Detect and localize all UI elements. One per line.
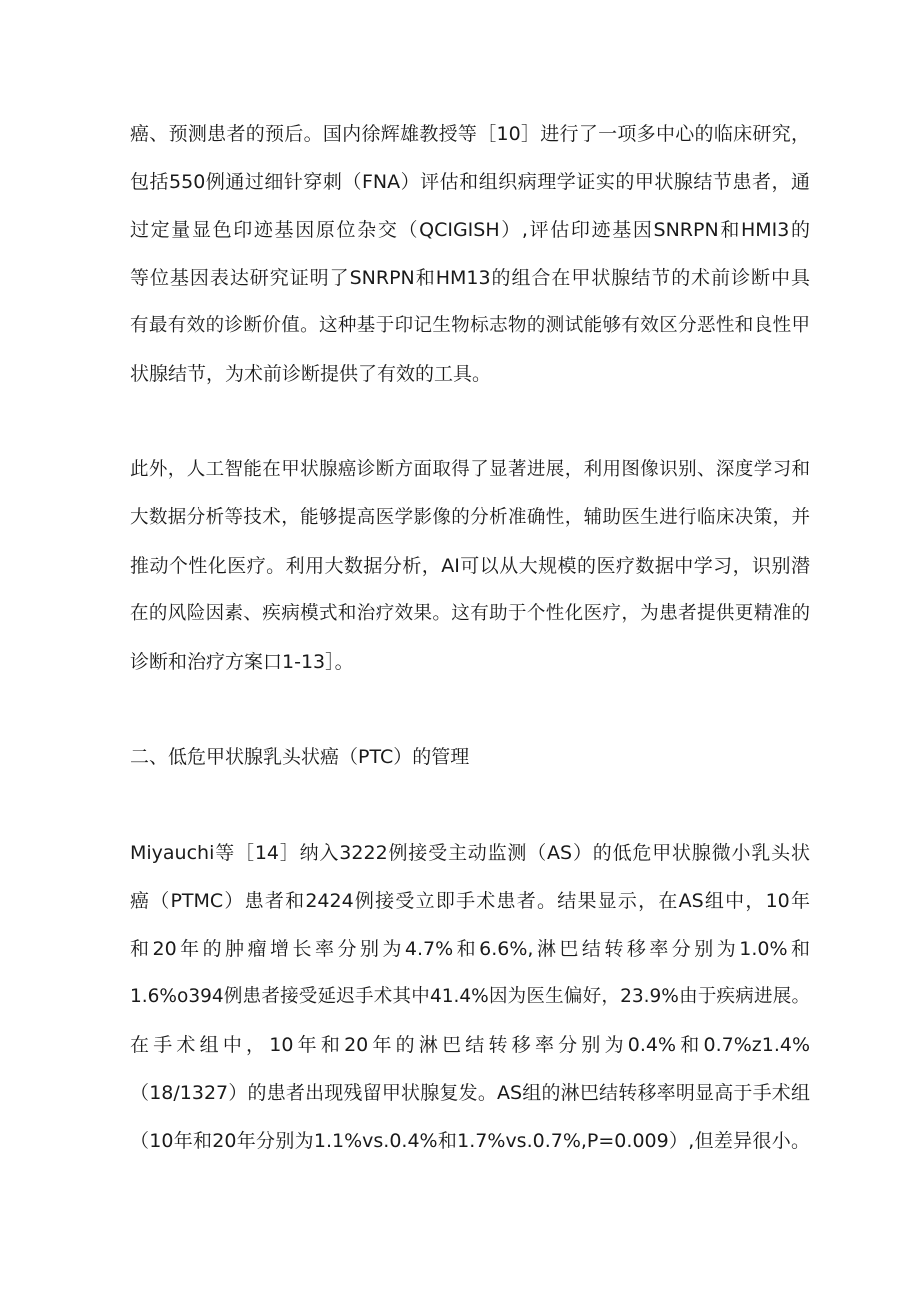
text-line: 1.6%o394例患者接受延迟手术其中41.4%因为医生偏好，23.9%由于疾病进展。 — [130, 986, 810, 1007]
text-line: 推动个性化医疗。利用大数据分析，AI可以从大规模的医疗数据中学习，识别潜 — [130, 555, 810, 577]
section-heading-text: 二、低危甲状腺乳头状癌（PTC）的管理 — [130, 746, 470, 768]
text-line: Miyauchi等［14］纳入3222例接受主动监测（AS）的低危甲状腺微小乳头状 — [130, 842, 810, 864]
text-line: （10年和20年分别为1.1%vs.0.4%和1.7%vs.0.7%,P=0.009）,但差异很小。 — [130, 1130, 810, 1152]
text-line: 大数据分析等技术，能够提高医学影像的分析准确性，辅助医生进行临床决策，并 — [130, 507, 810, 528]
text-line: 此外，人工智能在甲状腺癌诊断方面取得了显著进展，利用图像识别、深度学习和 — [130, 459, 810, 480]
text-line: 等位基因表达研究证明了SNRPN和HM13的组合在甲状腺结节的术前诊断中具 — [130, 267, 810, 289]
text-line: 状腺结节，为术前诊断提供了有效的工具。 — [130, 363, 492, 385]
text-line: 和20年的肿瘤增长率分别为4.7%和6.6%,淋巴结转移率分别为1.0%和 — [130, 938, 810, 960]
text-line: 在手术组中，10年和20年的淋巴结转移率分别为0.4%和0.7%z1.4% — [130, 1034, 810, 1056]
text-line: 有最有效的诊断价值。这种基于印记生物标志物的测试能够有效区分恶性和良性甲 — [130, 315, 810, 336]
text-line: 在的风险因素、疾病模式和治疗效果。这有助于个性化医疗，为患者提供更精准的 — [130, 603, 810, 624]
text-line: 诊断和治疗方案口1-13］。 — [130, 651, 354, 673]
text-line: 包括550例通过细针穿刺（FNA）评估和组织病理学证实的甲状腺结节患者，通 — [130, 171, 810, 193]
text-line: 过定量显色印迹基因原位杂交（QCIGISH）,评估印迹基因SNRPN和HMI3的 — [130, 219, 810, 241]
text-line: 癌、预测患者的预后。国内徐辉雄教授等［10］进行了一项多中心的临床研究， — [130, 123, 810, 145]
text-line: 癌（PTMC）患者和2424例接受立即手术患者。结果显示，在AS组中，10年 — [130, 890, 810, 912]
text-line: （18/1327）的患者出现残留甲状腺复发。AS组的淋巴结转移率明显高于手术组 — [130, 1082, 810, 1104]
